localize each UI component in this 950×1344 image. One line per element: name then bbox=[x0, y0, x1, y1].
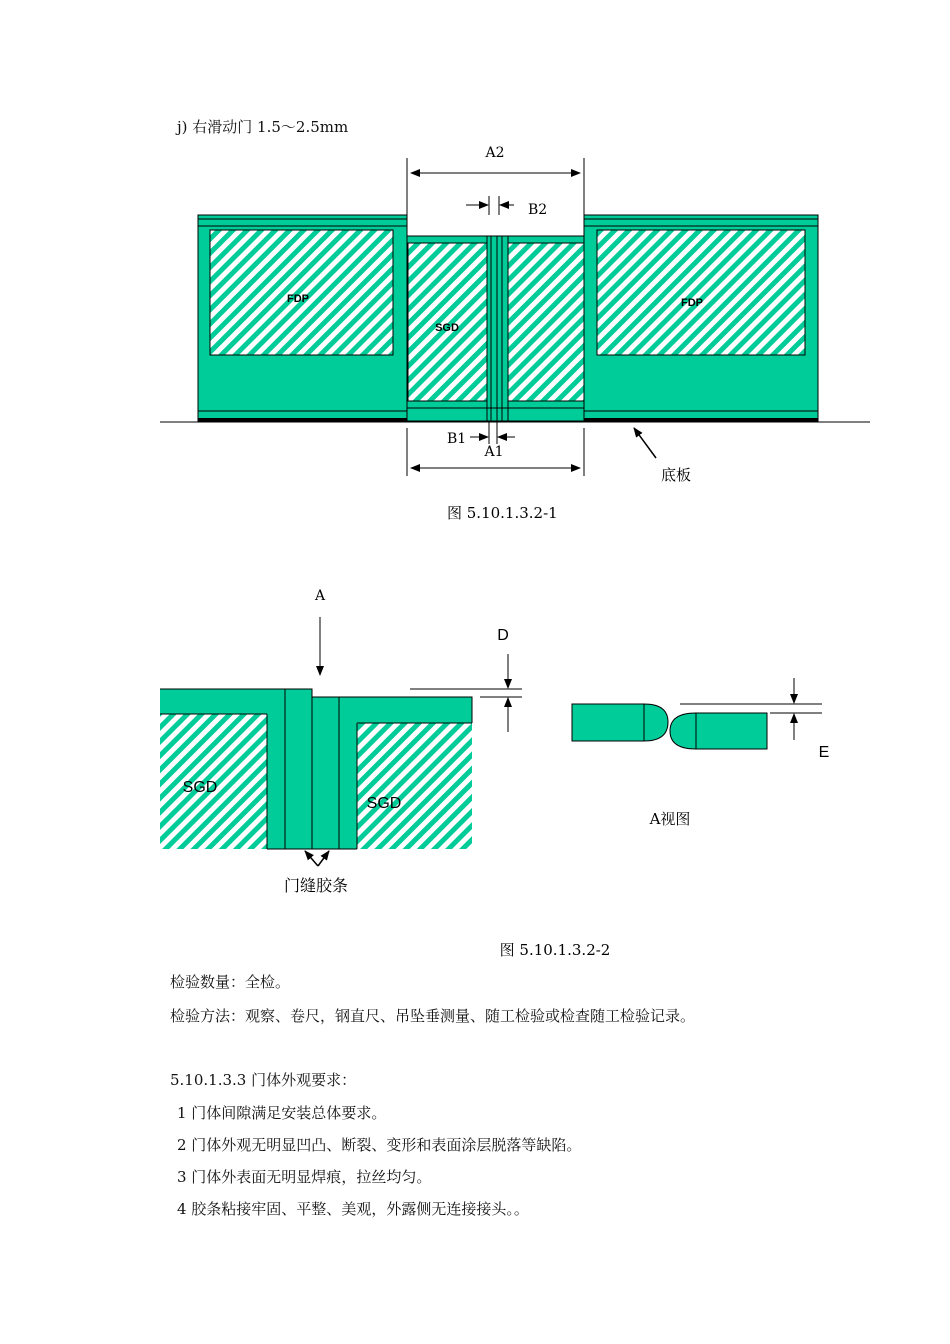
fig2-view-label: A视图 bbox=[649, 810, 691, 828]
fig2-a-view bbox=[572, 704, 767, 749]
fig2-dim-e: E bbox=[818, 744, 830, 761]
section-item-4: 4 胶条粘接牢固、平整、美观，外露侧无连接接头。。 bbox=[177, 1200, 529, 1218]
inspection-quantity: 检验数量：全检。 bbox=[170, 973, 291, 991]
fig1-dim-b2: B2 bbox=[528, 202, 548, 218]
section-heading: 5.10.1.3.3 门体外观要求： bbox=[170, 1071, 357, 1089]
fig1-label-sgd: SGD bbox=[435, 322, 459, 334]
fig2-strip-label: 门缝胶条 bbox=[283, 876, 349, 895]
fig2-label-sgd-left: SGD bbox=[182, 779, 218, 796]
fig1-dim-a2: A2 bbox=[485, 145, 505, 161]
fig1-dim-a1: A1 bbox=[484, 444, 504, 460]
fig2-dim-d: D bbox=[497, 627, 509, 644]
inspection-method: 检验方法：观察、卷尺，钢直尺、吊坠垂测量、随工检验或检查随工检验记录。 bbox=[170, 1007, 696, 1025]
fig1-caption: 图 5.10.1.3.2-1 bbox=[447, 504, 558, 522]
fig1-dim-b1: B1 bbox=[447, 431, 467, 447]
fig1-label-fdp-left: FDP bbox=[287, 293, 309, 305]
fig2-label-sgd-right: SGD bbox=[366, 795, 402, 812]
fig2-view-arrow-label: A bbox=[314, 588, 326, 604]
section-item-3: 3 门体外表面无明显焊痕，拉丝均匀。 bbox=[177, 1168, 432, 1186]
section-item-1: 1 门体间隙满足安装总体要求。 bbox=[177, 1104, 387, 1122]
fig1-floor-label: 底板 bbox=[661, 466, 692, 484]
item-j-text: j) 右滑动门 1.5～2.5mm bbox=[177, 118, 349, 136]
fig1-label-fdp-right: FDP bbox=[681, 297, 703, 309]
fig2-caption: 图 5.10.1.3.2-2 bbox=[499, 941, 611, 959]
section-item-2: 2 门体外观无明显凹凸、断裂、变形和表面涂层脱落等缺陷。 bbox=[177, 1136, 582, 1154]
